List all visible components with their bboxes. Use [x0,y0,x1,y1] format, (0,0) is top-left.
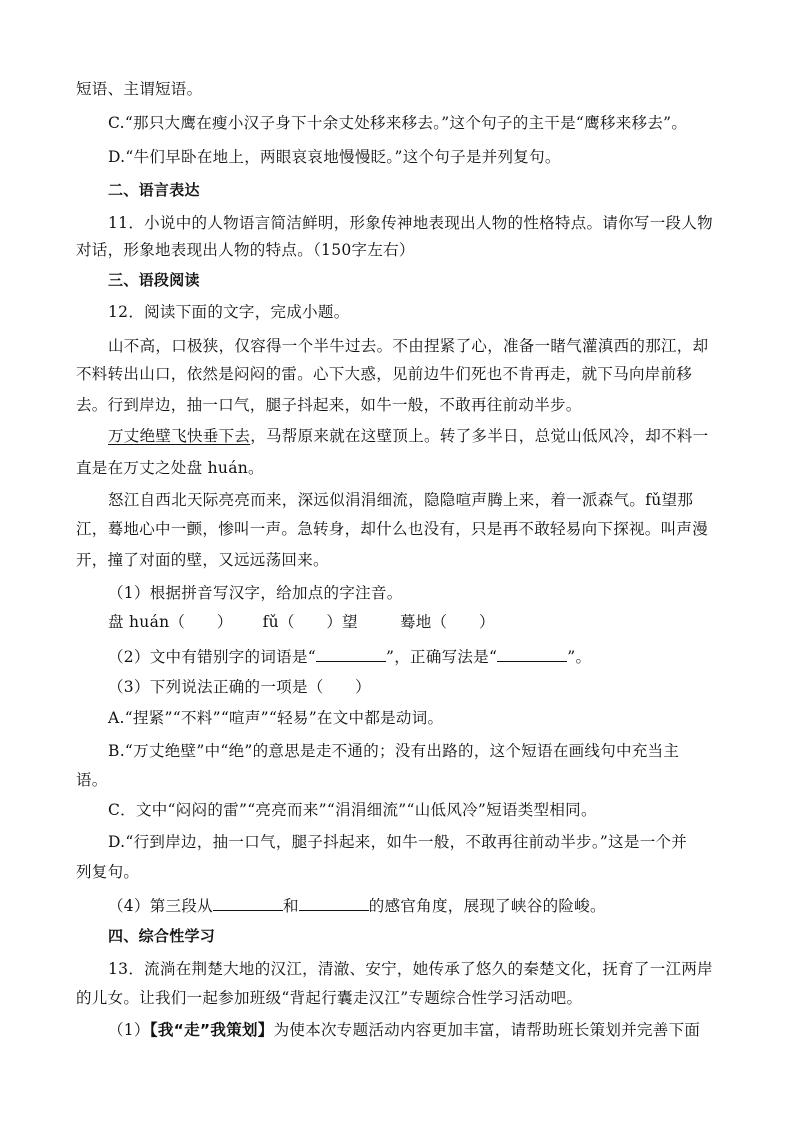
subquestion-2-text: （2）文中有错别字的词语是“ [108,648,316,666]
question-12-prompt: 12．阅读下面的文字，完成小题。 [108,303,350,321]
question-13-text: 13．流淌在荆楚大地的汉江，清澈、安宁，她传承了悠久的秦楚文化，抚育了一江两岸 [108,960,713,978]
passage-paragraph-3: 怒江自西北天际亮亮而来，深远似涓涓细流，隐隐喧声腾上来，着一派森气。fǔ望那 [108,491,694,509]
option-b: 语。 [76,771,108,789]
subquestion-4-text: （4）第三段从 [108,897,213,915]
subquestion-title: 【我“走”我策划】 [149,1021,274,1039]
option-c: C．文中“闷闷的雷”“亮亮而来”“涓涓细流”“山低风冷”短语类型相同。 [108,801,597,819]
subquestion-2-text: ”。 [567,648,592,666]
section-heading-language-expression: 二、语言表达 [108,181,200,199]
subquestion-4-text: 和 [282,897,299,915]
question-11-text: 11．小说中的人物语言简洁鲜明，形象传神地表现出人物的性格特点。请你写一段人物 [108,214,713,232]
option-b: B.“万丈绝壁”中“绝”的意思是走不通的；没有出路的，这个短语在画线句中充当主 [108,742,680,760]
subquestion-number: （1） [108,1021,150,1039]
answer-blank[interactable] [497,645,567,662]
fill-item-fu: fǔ（ ）望 [262,613,358,631]
text-line: 短语、主谓短语。 [76,80,203,98]
subquestion-4 [108,894,606,916]
passage-paragraph-1: 不料转出山口，依然是闷闷的雷。心下大惑，见前边牛们死也不肯再走，就下马向岸前移 [76,365,693,383]
passage-paragraph-3: 开，撞了对面的壁，又远远荡回来。 [76,551,329,569]
option-d-line: D.“牛们早卧在地上，两眼哀哀地慢慢眨。”这个句子是并列复句。 [108,148,561,166]
answer-blank[interactable] [213,894,283,911]
fill-item-huan: 盘 huán（ ） [108,613,233,631]
subquestion-4-text: 的感官角度，展现了峡谷的险峻。 [368,897,606,915]
subquestion-2-text: ”，正确写法是“ [386,648,498,666]
option-c-line: C.“那只大鹰在瘦小汉子身下十余丈处移来移去。”这个句子的主干是“鹰移来移去”。 [108,114,688,132]
passage-paragraph-1: 山不高，口极狭，仅容得一个半牛过去。不由捏紧了心，准备一睹气灌滇西的那江，却 [108,337,709,355]
question-11-text: 对话，形象地表现出人物的特点。（150字左右） [76,241,415,259]
passage-text: ，马帮原来就在这壁顶上。转了多半日，总觉山低风冷，却不料一 [250,427,709,445]
pinyin-fill-row [108,612,495,632]
option-a: A.“捏紧”“不料”“喧声”“轻易”在文中都是动词。 [108,709,444,727]
subquestion-text: 为使本次专题活动内容更加丰富，请帮助班长策划并完善下面 [273,1021,701,1039]
passage-paragraph-1: 去。行到岸边，抽一口气，腿子抖起来，如牛一般，不敢再往前动半步。 [76,396,582,414]
question-13-text: 的儿女。让我们一起参加班级“背起行囊走汉江”专题综合性学习活动吧。 [76,989,583,1007]
question-13-sub-1 [108,1020,700,1040]
answer-blank[interactable] [299,894,369,911]
subquestion-3: （3）下列说法正确的一项是（ ） [108,678,371,696]
section-heading-comprehensive-study: 四、综合性学习 [108,927,216,945]
answer-blank[interactable] [316,645,386,662]
fill-item-modi: 蓦地（ ） [399,613,495,631]
subquestion-2 [108,645,591,667]
option-d: D.“行到岸边，抽一口气，腿子抖起来，如牛一般，不敢再往前动半步。”这是一个并 [108,833,688,851]
passage-paragraph-3: 江，蓦地心中一颤，惨叫一声。急转身，却什么也没有，只是再不敢轻易向下探视。叫声漫 [76,520,709,538]
section-heading-passage-reading: 三、语段阅读 [108,271,200,289]
subquestion-1: （1）根据拼音写汉字，给加点的字注音。 [108,584,403,602]
option-d: 列复句。 [76,863,140,881]
underlined-sentence: 万丈绝壁飞快垂下去 [108,427,251,445]
passage-paragraph-2 [108,426,708,446]
passage-paragraph-2: 直是在万丈之处盘 huán。 [76,459,264,477]
